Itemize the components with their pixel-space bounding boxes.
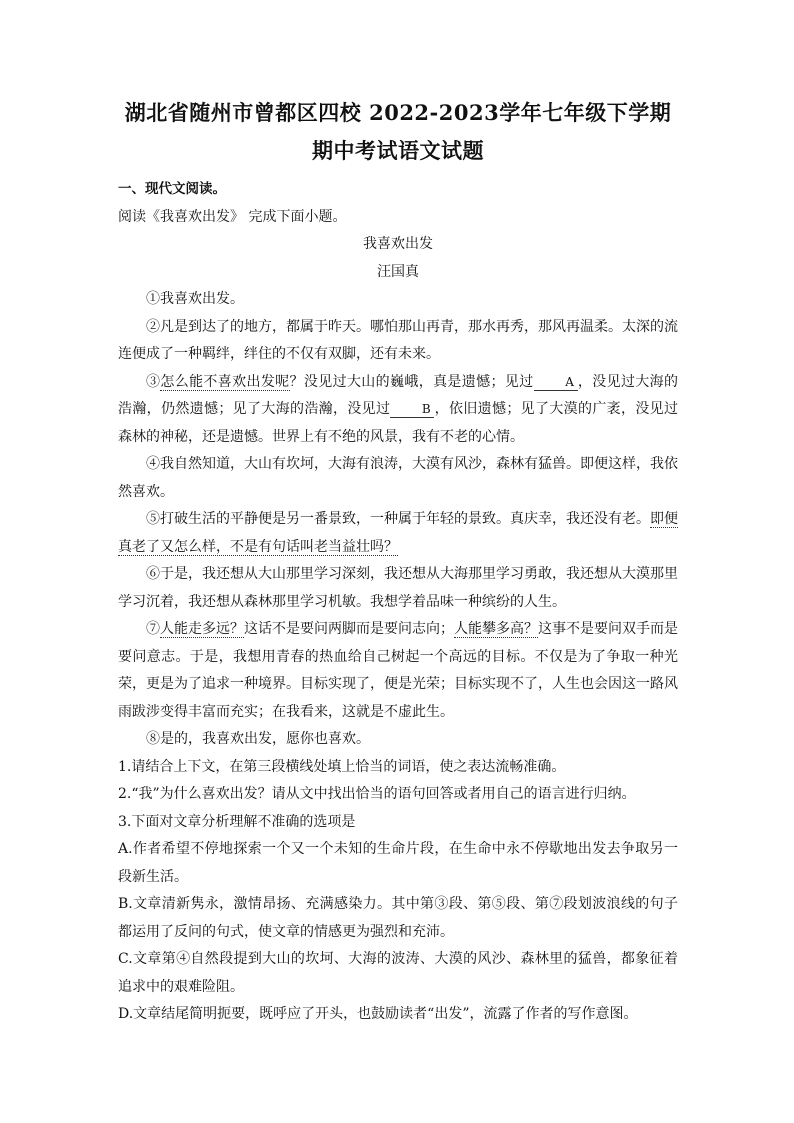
paragraph-4: ④我自然知道，大山有坎坷，大海有浪涛，大漠有风沙，森林有猛兽。即便这样，我依然喜欢。	[118, 456, 678, 500]
paragraph-6: ⑥于是，我还想从大山那里学习深刻，我还想从大海那里学习勇敢，我还想从大漠那里学习沉着，我还想从森林那里学习机敏。我想学着品味一种缤纷的人生。	[118, 566, 678, 610]
wavy-underlined-sentence: 人能走多远？	[160, 621, 244, 637]
paragraph-7	[118, 616, 678, 726]
wavy-underlined-sentence: 怎么能不喜欢出发呢	[160, 373, 290, 390]
document-title-line1: 湖北省随州市曾都区四校 2022-2023学年七年级下学期	[124, 100, 672, 125]
paragraph-2: ②凡是到达了的地方，都属于昨天。哪怕那山再青，那水再秀，那风再温柔。太深的流连便成了一种羁绊，绊住的不仅有双脚，还有未来。	[118, 318, 678, 362]
paragraph-5-text: ⑤打破生活的平静便是另一番景致，一种属于年轻的景致。真庆幸，我还没有老。	[146, 511, 650, 527]
option-c: C.文章第④自然段提到大山的坎坷、大海的波涛、大漠的风沙、森林里的猛兽，都象征着追求中的艰难险阻。	[118, 951, 678, 995]
fill-blank-a: A	[534, 374, 578, 391]
paragraph-3-text: ，依旧遗憾；见了大漠的广袤，没见过森林的神秘，还是遗憾。世界上有不绝的风景，我有不老的心情。	[118, 401, 679, 445]
option-d: D.文章结尾简明扼要，既呼应了开头，也鼓励读者“出发”，流露了作者的写作意图。	[118, 1006, 638, 1022]
paragraph-1: ①我喜欢出发。	[146, 291, 244, 307]
option-a: A.作者希望不停地探索一个又一个未知的生命片段，在生命中永不停歇地出发去争取另一段新生活。	[118, 841, 678, 885]
question-1: 1.请结合上下文，在第三段横线处填上恰当的词语，使之表达流畅准确。	[118, 758, 566, 775]
reading-instruction: 阅读《我喜欢出发》 完成下面小题。	[118, 208, 347, 225]
paragraph-3-number: ③	[146, 373, 161, 390]
document-title-line2: 期中考试语文试题	[312, 138, 484, 163]
fill-blank-b: B	[390, 401, 434, 418]
paragraph-7-text: 这话不是要问两脚而是要问志向；	[244, 621, 454, 637]
paragraph-7-number: ⑦	[146, 621, 160, 637]
paragraph-3-text: ？没见过大山的巍峨，真是遗憾；见过	[289, 373, 534, 390]
document-body	[118, 176, 678, 1029]
article-author: 汪国真	[377, 263, 419, 280]
section-heading: 一、现代文阅读。	[118, 181, 226, 197]
article-title: 我喜欢出发	[363, 236, 433, 252]
question-2: 2.“我”为什么喜欢出发？请从文中找出恰当的语句回答或者用自己的语言进行归纳。	[118, 786, 636, 802]
paragraph-7-text: 这事不是要问双手而是要问意志。于是，我想用青春的热血给自己树起一个高远的目标。不仅是为了争取一种光荣，更是为了追求一种境界。目标实现了，便是光荣；目标实现不了，人生也会因这一路风雨跋涉变得丰富而充实；在我看来，这就是不虚此生。	[118, 621, 678, 720]
paragraph-8: ⑧是的，我喜欢出发，愿你也喜欢。	[146, 731, 370, 747]
paragraph-3	[118, 369, 678, 452]
question-3: 3.下面对文章分析理解不准确的选项是	[118, 813, 356, 830]
wavy-underlined-sentence: 即便真老了又怎么样，不是有句话叫老当益壮吗？	[118, 511, 678, 555]
paragraph-3-text: ，没见过大海的浩瀚，仍然遗憾；见了大海的浩瀚，没见过	[118, 373, 679, 417]
paragraph-5	[118, 506, 678, 561]
option-b: B.文章清新隽永，激情昂扬、充满感染力。其中第③段、第⑤段、第⑦段划波浪线的句子都运用了反问的句式，使文章的情感更为强烈和充沛。	[118, 896, 678, 940]
wavy-underlined-sentence: 人能攀多高？	[454, 621, 538, 637]
